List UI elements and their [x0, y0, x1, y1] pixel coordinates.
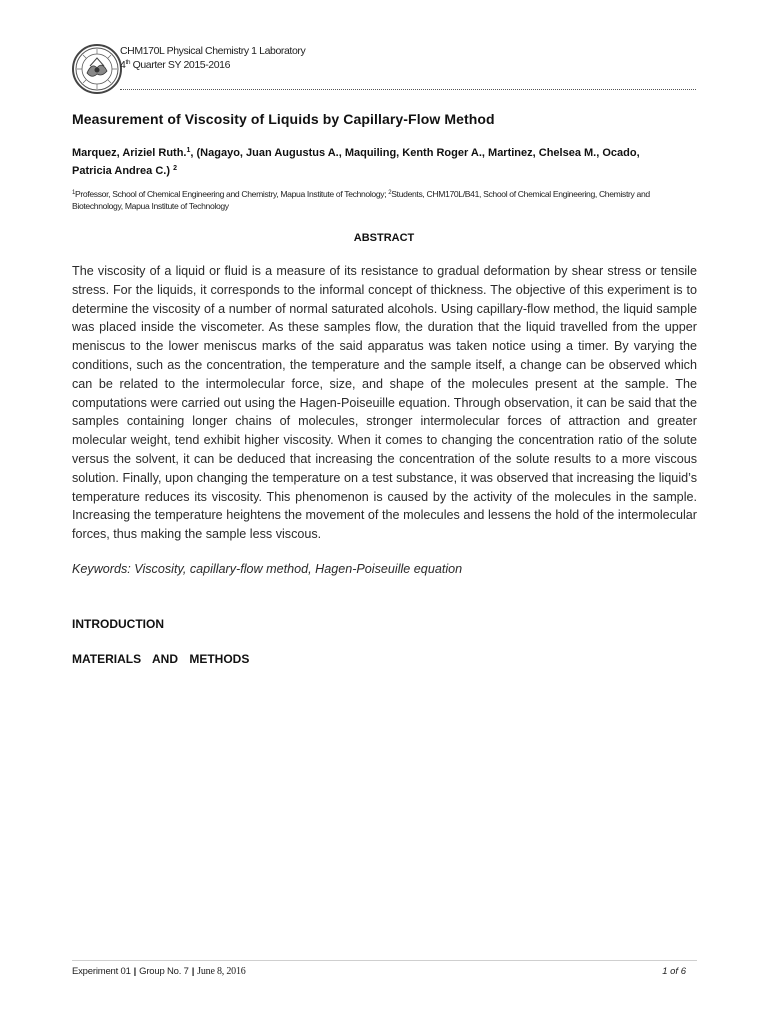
footer-info [72, 966, 246, 977]
affiliation-superscript-1: 1 [72, 190, 75, 196]
footer-divider [72, 960, 697, 961]
author-superscript-1: 1 [186, 147, 191, 154]
quarter-header [120, 59, 230, 71]
quarter-text: Quarter SY 2015-2016 [130, 59, 231, 71]
paper-title: Measurement of Viscosity of Liquids by Capillary-Flow Method [72, 111, 495, 127]
quarter-superscript: th [125, 59, 131, 66]
footer-separator: | [191, 966, 195, 977]
author-superscript-2: 2 [173, 165, 177, 172]
seal-icon [74, 46, 120, 92]
affiliation-students: Students, CHM170L/B41, School of Chemical Engineering, Chemistry and Biotechnology, Mapua Institute of Technology [72, 189, 650, 211]
course-header: CHM170L Physical Chemistry 1 Laboratory [120, 45, 306, 57]
abstract-heading: ABSTRACT [353, 232, 415, 244]
footer-group: Group No. 7 [139, 966, 189, 977]
page-number: 1 of 6 [662, 966, 686, 977]
abstract-text: The viscosity of a liquid or fluid is a measure of its resistance to gradual deformation by shear stress or tensile stress. For the liquids, it corresponds to the informal concept of thickness. The objective of this experiment is to determine the viscosity of a number of normal saturated alcohols. Using capillary-flow method, the liquid sample was placed inside the viscometer. As these samples flow, the duration that the liquid travelled from the upper meniscus to the lower meniscus marks of the said apparatus was taken notice using a timer. By varying the conditions, such as the concentration, the temperature and the sample itself, a change can be observed which can be related to the intermolecular force, size, and shape of the molecules present at the sample. The computations were carried out using the Hagen-Poiseuille equation. Through observation, it can be said that the samples containing longer chains of molecules, stronger intermolecular forces of attraction and greater molecular weight, tend exhibit higher viscosity. When it comes to changing the concentration ratio of the solute versus the solvent, it can be deduced that increasing the concentration of the solute results to a more viscous solution. Finally, upon changing the temperature on a test substance, it was observed that increasing the liquid’s temperature reduces its viscosity. This phenomenon is caused by the activity of the molecules in the sample. Increasing the temperature heightens the movement of the molecules and lessens the hold of the intermolecular forces, thus making the sample less viscous. [72, 264, 697, 542]
footer-experiment: Experiment 01 [72, 966, 131, 977]
lead-author: Marquez, Ariziel Ruth. [72, 147, 187, 159]
section-materials-heading: MATERIALS AND METHODS [72, 652, 250, 666]
co-authors: , (Nagayo, Juan Augustus A., Maquiling, Kenth Roger A., Martinez, Chelsea M., Ocado, [190, 147, 640, 159]
keywords: Keywords: Viscosity, capillary-flow method, Hagen-Poiseuille equation [72, 562, 463, 576]
institution-seal [72, 44, 122, 94]
footer-date: June 8, 2016 [197, 966, 246, 977]
footer-separator: | [133, 966, 137, 977]
author-list [72, 143, 672, 179]
affiliation-professor: Professor, School of Chemical Engineering and Chemistry, Mapua Institute of Technology; [75, 189, 389, 199]
quarter-number: 4 [120, 59, 126, 71]
co-authors-continued: Patricia Andrea C.) [72, 165, 171, 177]
affiliations [72, 187, 692, 212]
section-introduction-heading: INTRODUCTION [72, 617, 164, 631]
affiliation-superscript-2: 2 [388, 190, 392, 196]
header-divider [120, 89, 696, 90]
